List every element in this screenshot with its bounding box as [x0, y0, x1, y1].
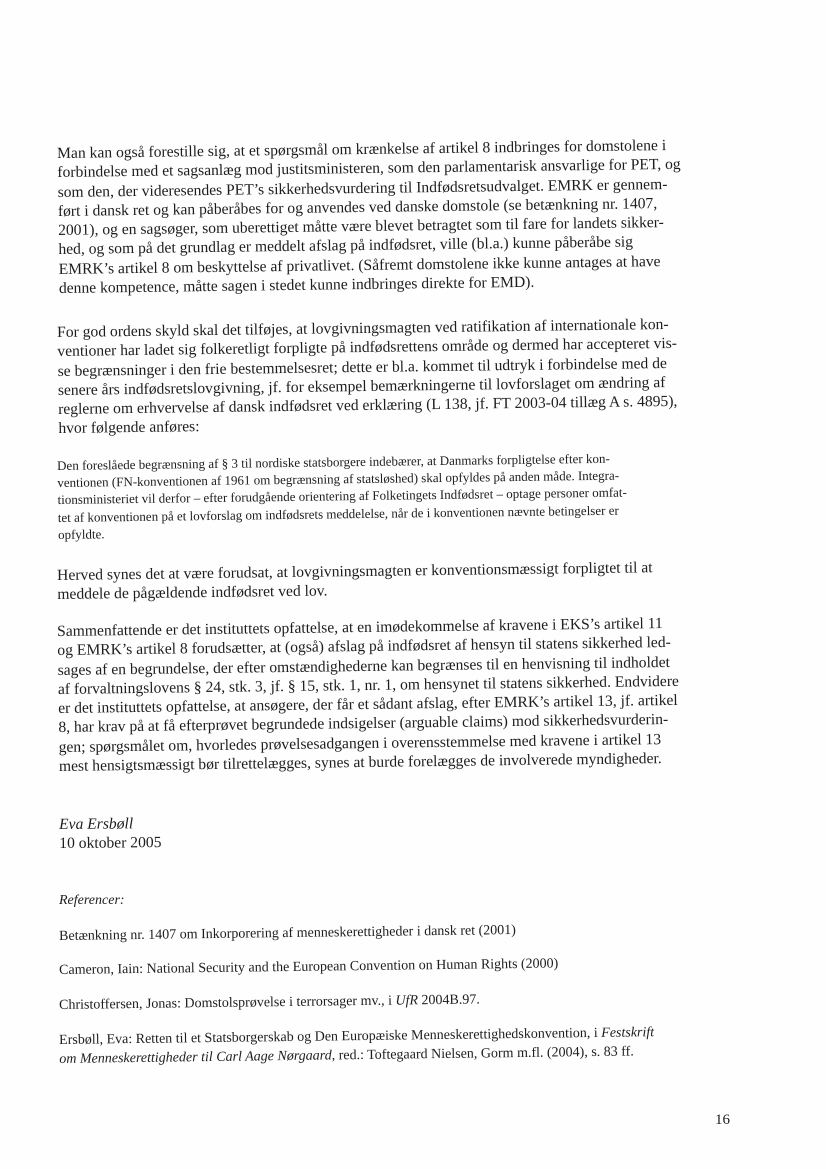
- text-line: ventioner har ladet sig folkeretligt forpligte på indfødsrettens område og dermed har accepteret vis-: [57, 335, 678, 361]
- block-quote: [57, 448, 748, 543]
- quote-line: ventionen (FN-konventionen af 1961 om begrænsning af statsløshed) skal opfyldes på anden måde. Integra-: [57, 467, 620, 491]
- page-number: 16: [715, 1112, 730, 1128]
- text-line: Herved synes det at være forudsat, at lovgivningsmagten er konventionsmæssigt forpligtet til at: [57, 559, 653, 584]
- text-line: 2001), og en sagsøger, som uberettiget måtte være blevet betragtet som til fare for landets sikker-: [58, 214, 664, 240]
- quote-line: Den foreslåede begrænsning af § 3 til nordiske statsborgere indebærer, at Danmarks forpligtelse efter kon-: [57, 450, 610, 473]
- text-line: denne kompetence, måtte sagen i stedet kunne indbringes direkte for EMD).: [58, 273, 535, 298]
- text-line: sages af en begrundelse, der efter omstændighederne kan begrænses til en henvisning til indholdet: [57, 653, 671, 679]
- text-line: EMRK’s artikel 8 om beskyttelse af privatlivet. (Såfremt domstolene ikke kunne antages at have: [58, 252, 661, 278]
- text-line: mest hensigtsmæssigt bør tilrettelægges, synes at burde forelægges de involverede myndigheder.: [58, 750, 662, 776]
- text-line: hvor følgende anføres:: [58, 418, 200, 438]
- quote-line: tet af konventionen på et lovforslag om indfødsrets meddelelse, når de i konventionen nævnte betingelser er: [57, 502, 619, 525]
- text-line: og EMRK’s artikel 8 forudsætter, at (også) afslag på indfødsret af hensyn til statens sikkerhed led-: [57, 634, 671, 660]
- text-line: se begrænsninger i den frie bestemmelsesret; dette er bl.a. kommet til udtryk i forbindelse med de: [57, 354, 667, 380]
- text-line: For god ordens skyld skal det tilføjes, at lovgivningsmagten ved ratifikation af internationale kon-: [57, 315, 669, 341]
- references-heading: Referencer:: [59, 893, 125, 908]
- text-line: senere års indfødsretslovgivning, jf. for eksempel bemærkningerne til lovforslaget om ændring af: [57, 373, 666, 399]
- reference-item: [59, 1023, 749, 1069]
- text-line: hed, og som på det grundlag er meddelt afslag på indfødsret, ville (bl.a.) kunne påberåbe sig: [58, 233, 634, 259]
- text-line: 8, har krav på at få efterprøvet begrundede indsigelser (arguable claims) mod sikkerhedsvurderin-: [58, 711, 669, 737]
- reference-line: Christoffersen, Jonas: Domstolsprøvelse i terrorsager mv., i UfR 2004B.97.: [59, 992, 480, 1013]
- text-line: som den, der videresendes PET’s sikkerhedsvurdering til Indfødsretsudvalget. EMRK er gennem-: [57, 175, 668, 201]
- reference-line: Cameron, Iain: National Security and the European Convention on Human Rights (2000): [59, 956, 559, 978]
- quote-line: tionsministeriet vil derfor – efter forudgående orientering af Folketingets Indfødsret – optage personer omfat-: [57, 484, 627, 508]
- reference-line: Ersbøll, Eva: Retten til et Statsborgerskab og Den Europæiske Menneskerettighedskonvention, i Festskrift: [59, 1025, 655, 1048]
- signature-block: [59, 814, 162, 853]
- reference-line: Betænkning nr. 1407 om Inkorporering af menneskerettigheder i dansk ret (2001): [59, 923, 517, 944]
- author-name: Eva Ersbøll: [59, 815, 134, 833]
- paragraph-1: [57, 135, 749, 298]
- paragraph-4: [57, 613, 749, 776]
- text-line: meddele de pågældende indfødsret ved lov.: [57, 582, 328, 604]
- text-line: forbindelse med et sagsanlæg mod justitsministeren, som den parlamentarisk ansvarlige for PET, og: [57, 156, 681, 182]
- journal-title: UfR: [395, 993, 419, 1009]
- paragraph-2: [57, 314, 748, 439]
- text-line: af forvaltningslovens § 24, stk. 3, jf. § 15, stk. 1, nr. 1, om hensynet til statens sikkerhed. Endvidere: [57, 672, 680, 698]
- quote-line: opfyldte.: [57, 526, 105, 542]
- paragraph-3: [57, 557, 747, 605]
- text-line: ført i dansk ret og kan påberåbes for og anvendes ved danske domstole (se betænkning nr. 1407,: [57, 195, 658, 220]
- reference-item: [59, 988, 749, 1016]
- text-line: Sammenfattende er det instituttets opfattelse, at en imødekommelse af kravene i EKS’s artikel 11: [57, 615, 663, 640]
- book-title: om Menneskerettigheder til Carl Aage Nørgaard: [59, 1047, 332, 1067]
- text-line: er det instituttets opfattelse, at ansøgere, der får et sådant afslag, efter EMRK’s artikel 13, jf. artikel: [58, 692, 678, 718]
- text-line: Man kan også forestille sig, at et spørgsmål om krænkelse af artikel 8 indbringes for domstolene i: [57, 137, 667, 162]
- reference-item: [59, 953, 749, 981]
- text-line: gen; spørgsmålet om, hvorledes prøvelsesadgangen i overensstemmelse med kravene i artikel 13: [58, 730, 662, 756]
- text-line: reglerne om erhvervelse af dansk indfødsret ved erklæring (L 138, jf. FT 2003-04 tillæg A s. 4895),: [58, 393, 678, 419]
- reference-item: [59, 919, 749, 947]
- signature-date: 10 oktober 2005: [59, 834, 162, 852]
- book-title: Festskrift: [601, 1025, 655, 1041]
- reference-line: om Menneskerettigheder til Carl Aage Nørgaard, red.: Toftegaard Nielsen, Gorm m.fl. (2004), s. 83 ff.: [59, 1043, 634, 1067]
